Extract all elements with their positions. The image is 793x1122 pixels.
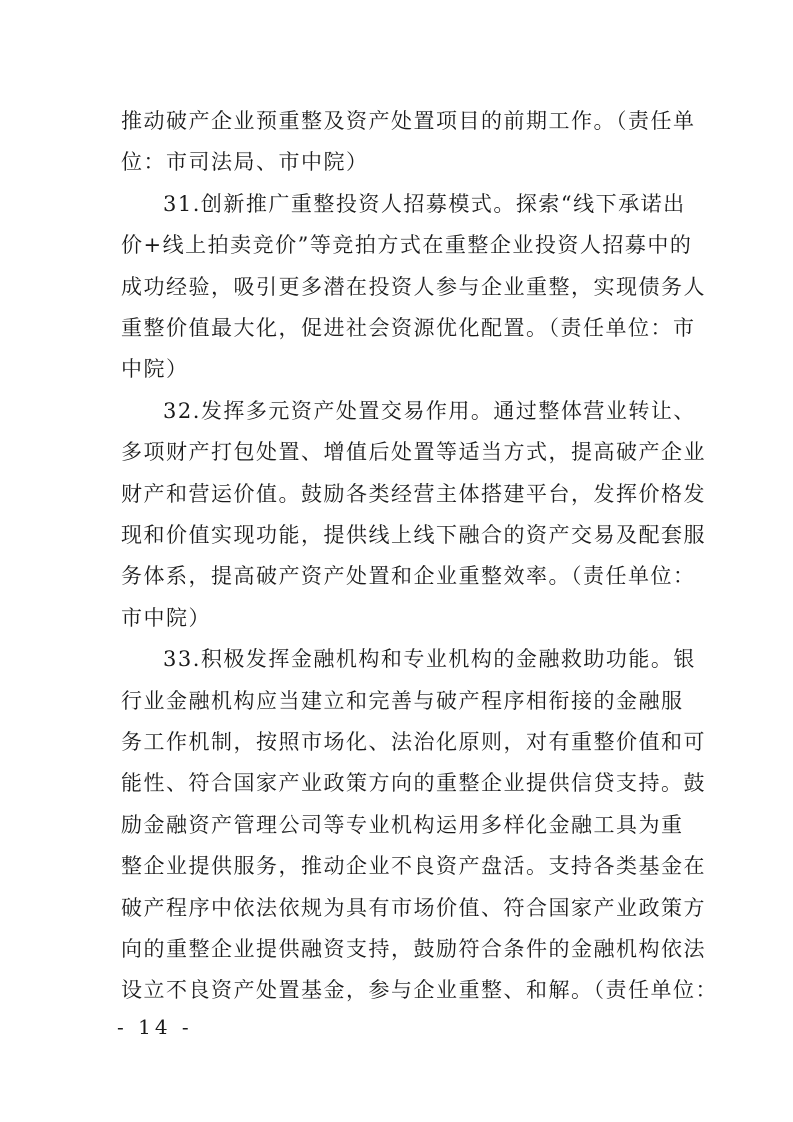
- text-line-7: 中院）: [121, 357, 189, 382]
- text-line-3: 31.创新推广重整投资人招募模式。探索“线下承诺出: [163, 191, 686, 216]
- text-line-5: 成功经验，吸引更多潜在投资人参与企业重整，实现债务人: [121, 274, 706, 299]
- text-line-18: 励金融资产管理公司等专业机构运用多样化金融工具为重: [121, 812, 684, 837]
- text-line-10: 财产和营运价值。鼓励各类经营主体搭建平台，发挥价格发: [121, 481, 706, 506]
- text-line-12: 务体系，提高破产资产处置和企业重整效率。（责任单位：: [121, 564, 696, 589]
- text-line-11: 现和价值实现功能，提供线上线下融合的资产交易及配套服: [121, 523, 706, 547]
- text-line-19: 整企业提供服务，推动企业不良资产盘活。支持各类基金在: [121, 854, 706, 879]
- text-line-15: 行业金融机构应当建立和完善与破产程序相衔接的金融服: [121, 688, 684, 713]
- text-line-21: 向的重整企业提供融资支持，鼓励符合条件的金融机构依法: [121, 937, 706, 961]
- text-line-20: 破产程序中依法依规为具有市场价值、符合国家产业政策方: [121, 895, 706, 920]
- text-line-4: 价+线上拍卖竞价”等竞拍方式在重整企业投资人招募中的: [121, 233, 693, 258]
- text-line-17: 能性、符合国家产业政策方向的重整企业提供信贷支持。鼓: [121, 771, 706, 796]
- text-line-14: 33.积极发挥金融机构和专业机构的金融救助功能。银: [163, 647, 696, 672]
- text-line-16: 务工作机制，按照市场化、法治化原则，对有重整价值和可: [121, 730, 706, 754]
- text-line-8: 32.发挥多元资产处置交易作用。通过整体营业转让、: [163, 398, 696, 423]
- text-line-6: 重整价值最大化，促进社会资源优化配置。（责任单位：市: [121, 316, 696, 340]
- page-number: - 14 -: [117, 1015, 193, 1039]
- text-line-2: 位：市司法局、市中院）: [121, 150, 369, 175]
- text-line-13: 市中院）: [121, 605, 211, 630]
- text-line-1: 推动破产企业预重整及资产处置项目的前期工作。（责任单: [121, 109, 696, 133]
- text-line-22: 设立不良资产处置基金，参与企业重整、和解。（责任单位：: [121, 978, 718, 1003]
- text-line-9: 多项财产打包处置、增值后处置等适当方式，提高破产企业: [121, 440, 706, 465]
